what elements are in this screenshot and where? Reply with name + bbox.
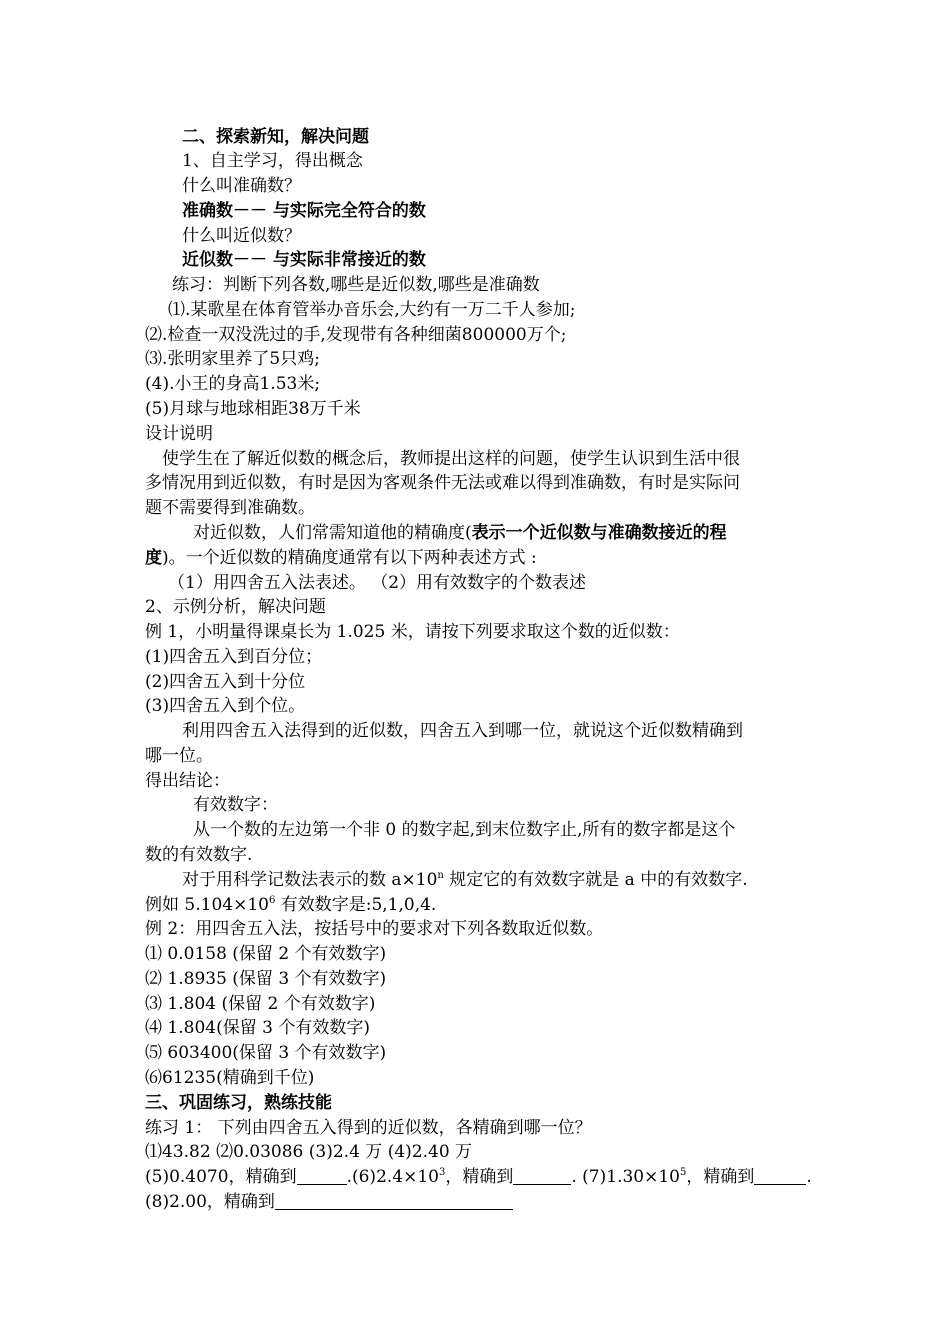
example-2: 例 2：用四舍五入法，按括号中的要求对下列各数取近似数。 bbox=[145, 919, 604, 939]
rule-text: 规定它的有效数字就是 a 中的有效数字. bbox=[443, 870, 748, 890]
exercise-item: ⑴.某歌星在体育管举办音乐会,大约有一万二千人参加; bbox=[168, 300, 576, 320]
practice-1-row bbox=[145, 1165, 810, 1190]
example-2-item: ⑹61235(精确到千位) bbox=[145, 1068, 315, 1088]
definition-exact-number: 准确数－－ 与实际完全符合的数 bbox=[182, 201, 426, 221]
scientific-notation-rule bbox=[182, 868, 847, 893]
example-2-item: ⑷ 1.804(保留 3 个有效数字) bbox=[145, 1018, 370, 1038]
example-2-item: ⑸ 603400(保留 3 个有效数字) bbox=[145, 1043, 387, 1063]
design-paragraph-line: 题不需要得到准确数。 bbox=[145, 498, 315, 518]
example-text: 有效数字是:5,1,0,4. bbox=[275, 895, 437, 915]
example-2-item: ⑵ 1.8935 (保留 3 个有效数字) bbox=[145, 969, 387, 989]
practice-text: (8)2.00，精确到 bbox=[145, 1192, 275, 1212]
answer-blank[interactable] bbox=[754, 1166, 806, 1185]
precision-text: 对近似数，人们常需知道他的精确度( bbox=[193, 523, 472, 543]
example-1: 例 1，小明量得课桌长为 1.025 米，请按下列要求取这个数的近似数： bbox=[145, 622, 680, 642]
significant-figures-title: 有效数字： bbox=[193, 795, 278, 815]
conclusion-label: 得出结论： bbox=[145, 771, 230, 791]
exponent: 5 bbox=[679, 1167, 687, 1178]
precision-text: )。一个近似数的精确度通常有以下两种表述方式 : bbox=[162, 548, 537, 568]
exercise-item: ⑵.检查一双没洗过的手,发现带有各种细菌800000万个; bbox=[145, 325, 567, 345]
exponent: 6 bbox=[268, 895, 276, 906]
precision-paragraph-line bbox=[193, 521, 858, 546]
rule-text: 对于用科学记数法表示的数 a×10 bbox=[182, 870, 438, 890]
example-text: 例如 5.104×10 bbox=[145, 895, 269, 915]
significant-figures-definition: 数的有效数字. bbox=[145, 845, 253, 865]
definition-approx-number: 近似数－－ 与实际非常接近的数 bbox=[182, 250, 426, 270]
example-1-item: (2)四舍五入到十分位 bbox=[145, 672, 306, 692]
practice-text: ，精确到 bbox=[445, 1167, 514, 1187]
subsection-2-title: 2、示例分析，解决问题 bbox=[145, 597, 326, 617]
exponent: n bbox=[437, 870, 444, 881]
practice-1: 练习 1： 下列由四舍五入得到的近似数，各精确到哪一位？ bbox=[145, 1118, 592, 1138]
practice-1-row bbox=[145, 1190, 810, 1215]
practice-text: .(6)2.4×10 bbox=[346, 1167, 439, 1187]
design-notes-title: 设计说明 bbox=[145, 424, 213, 444]
design-paragraph-line: 使学生在了解近似数的概念后，教师提出这样的问题，使学生认识到生活中很 bbox=[162, 449, 740, 469]
example-2-item: ⑴ 0.0158 (保留 2 个有效数字) bbox=[145, 944, 387, 964]
example-2-item: ⑶ 1.804 (保留 2 个有效数字) bbox=[145, 994, 376, 1014]
answer-blank[interactable] bbox=[275, 1191, 513, 1210]
exercise-item: (5)月球与地球相距38万千米 bbox=[145, 399, 361, 419]
practice-text: . bbox=[806, 1167, 812, 1187]
practice-text: (5)0.4070，精确到 bbox=[145, 1167, 297, 1187]
rounding-note-line: 利用四舍五入法得到的近似数，四舍五入到哪一位，就说这个近似数精确到 bbox=[182, 721, 743, 741]
exercise-intro: 练习：判断下列各数,哪些是近似数,哪些是准确数 bbox=[172, 275, 540, 295]
section-3-heading: 三、巩固练习，熟练技能 bbox=[145, 1093, 332, 1113]
precision-paragraph-line bbox=[145, 546, 810, 571]
subsection-1-title: 1、自主学习，得出概念 bbox=[182, 151, 363, 171]
practice-text: . (7)1.30×10 bbox=[571, 1167, 680, 1187]
answer-blank[interactable] bbox=[513, 1166, 571, 1185]
exercise-item: ⑶.张明家里养了5只鸡; bbox=[145, 349, 320, 369]
exponent: 3 bbox=[438, 1167, 446, 1178]
scientific-notation-example bbox=[145, 893, 810, 918]
precision-methods: （1）用四舍五入法表述。 （2）用有效数字的个数表述 bbox=[168, 573, 587, 593]
precision-definition-end: 度 bbox=[145, 548, 162, 568]
example-1-item: (3)四舍五入到个位。 bbox=[145, 696, 306, 716]
practice-text: ，精确到 bbox=[686, 1167, 755, 1187]
design-paragraph-line: 多情况用到近似数，有时是因为客观条件无法或难以得到准确数，有时是实际问 bbox=[145, 473, 740, 493]
question-exact-number: 什么叫准确数？ bbox=[182, 176, 301, 196]
question-approx-number: 什么叫近似数？ bbox=[182, 226, 301, 246]
section-2-heading: 二、探索新知，解决问题 bbox=[182, 127, 369, 147]
significant-figures-definition: 从一个数的左边第一个非 0 的数字起,到末位数字止,所有的数字都是这个 bbox=[193, 820, 736, 840]
practice-1-row: ⑴43.82 ⑵0.03086 (3)2.4 万 (4)2.40 万 bbox=[145, 1142, 473, 1162]
precision-definition: 表示一个近似数与准确数接近的程 bbox=[471, 523, 727, 543]
example-1-item: (1)四舍五入到百分位； bbox=[145, 647, 323, 667]
exercise-item: (4).小王的身高1.53米; bbox=[145, 374, 321, 394]
answer-blank[interactable] bbox=[297, 1166, 347, 1185]
rounding-note-line: 哪一位。 bbox=[145, 746, 213, 766]
